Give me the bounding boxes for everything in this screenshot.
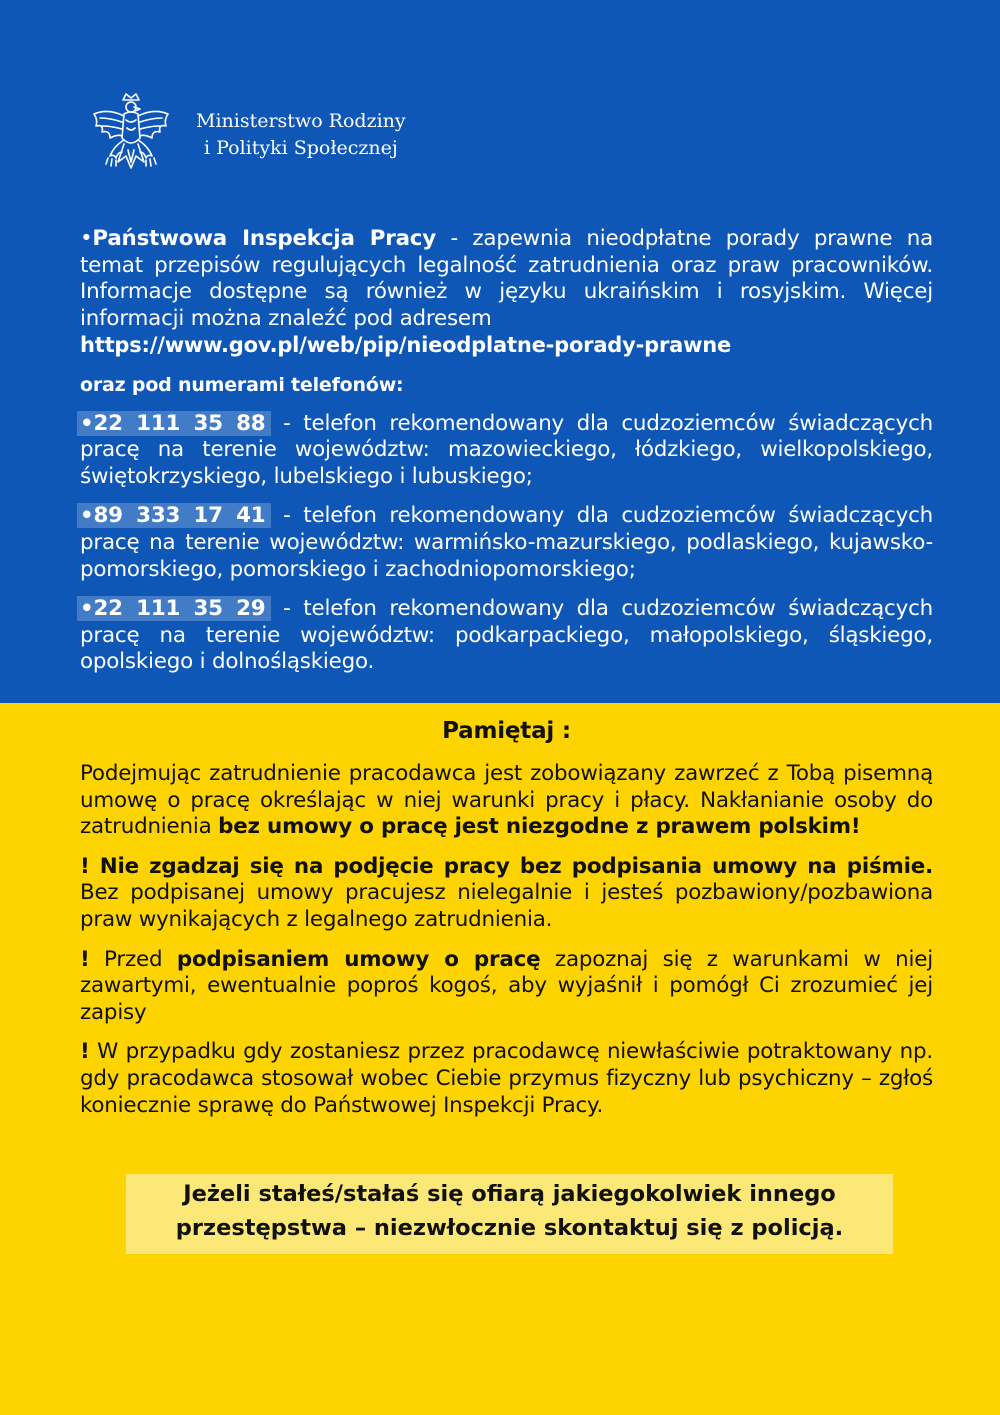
remember-paragraph-2 (80, 854, 933, 934)
remember-p2-bold: ! Nie zgadzaj się na podjęcie pracy bez podpisania umowy na piśmie. (80, 853, 933, 879)
phone-item-2 (80, 503, 933, 583)
pip-bullet: • (80, 226, 93, 251)
pip-name: Państwowa Inspekcja Pracy (92, 226, 437, 251)
exclamation-icon: ! (80, 946, 90, 972)
remember-p3-text-start: Przed (89, 946, 177, 972)
remember-p1-text: Podejmując zatrudnienie pracodawca jest zobowiązany zawrzeć z Tobą pisemną umowę o pracę określając w niej warunki pracy i płacy. Nakłanianie osoby do zatrudnienia (80, 761, 933, 840)
police-callout-line1: Jeżeli stałeś/stałaś się ofiarą jakiegokolwiek innego (183, 1181, 836, 1207)
remember-paragraph-4 (80, 1039, 933, 1119)
phone-number-2[interactable]: •89 333 17 41 (77, 503, 271, 528)
phone-item-3 (80, 596, 933, 676)
remember-paragraph-1 (80, 761, 933, 841)
ministry-name-line1: Ministerstwo Rodziny (196, 110, 406, 132)
exclamation-icon: ! (80, 1039, 90, 1065)
police-callout-text (126, 1177, 893, 1245)
pip-info (80, 226, 933, 689)
remember-section (80, 716, 933, 1132)
pip-description: - zapewnia nieodpłatne porady prawne na temat przepisów regulujących legalność zatrudnienia oraz praw pracowników. Informacje dostępne są również w języku ukraińskim i rosyjskim. Więcej informacji można znaleźć pod adresem (80, 226, 933, 331)
remember-p3-text: zapoznaj się z warunkami w niej zawartymi, ewentualnie poproś kogoś, aby wyjaśnił i pomógł Ci zrozumieć jej zapisy (80, 946, 933, 1025)
pip-paragraph (80, 226, 933, 332)
phone-number-3[interactable]: •22 111 35 29 (77, 596, 271, 621)
pip-url-link[interactable]: https://www.gov.pl/web/pip/nieodplatne-porady-prawne (80, 333, 732, 358)
remember-p2-text: Bez podpisanej umowy pracujesz nielegalnie i jesteś pozbawiony/pozbawiona praw wynikających z legalnego zatrudnienia. (80, 880, 933, 932)
police-callout-line2: przestępstwa – niezwłocznie skontaktuj się z policją. (175, 1215, 844, 1241)
remember-p3-bold: podpisaniem umowy o pracę (176, 946, 541, 972)
remember-paragraph-3 (80, 947, 933, 1027)
remember-heading: Pamiętaj : (442, 718, 571, 744)
phone-item-1 (80, 411, 933, 491)
remember-p4-text: W przypadku gdy zostaniesz przez pracodawcę niewłaściwie potraktowany np. gdy pracodawca stosował wobec Ciebie przymus fizyczny lub psychiczny – zgłoś koniecznie sprawę do Państwowej Inspekcji Pracy. (80, 1039, 933, 1118)
phone-description-2: - telefon rekomendowany dla cudzoziemców świadczących pracę na terenie województw: warmińsko-mazurskiego, podlaskiego, kujawsko-pomorskiego, pomorskiego i zachodniopomorskiego; (80, 503, 933, 582)
ministry-name-line2: i Polityki Społecznej (204, 137, 398, 159)
phone-number-1[interactable]: •22 111 35 88 (77, 411, 271, 436)
phone-description-1: - telefon rekomendowany dla cudzoziemców świadczących pracę na terenie województw: mazowieckiego, łódzkiego, wielkopolskiego, świętokrzyskiego, lubelskiego i lubuskiego; (80, 410, 933, 489)
remember-p1-bold: bez umowy o pracę jest niezgodne z prawem polskim! (218, 814, 861, 840)
phones-heading: oraz pod numerami telefonów: (80, 373, 404, 396)
polish-eagle-emblem-icon (88, 90, 174, 182)
ministry-name (196, 108, 406, 162)
phone-description-3: - telefon rekomendowany dla cudzoziemców świadczących pracę na terenie województw: podkarpackiego, małopolskiego, śląskiego, opolskiego i dolnośląskiego. (80, 596, 933, 675)
